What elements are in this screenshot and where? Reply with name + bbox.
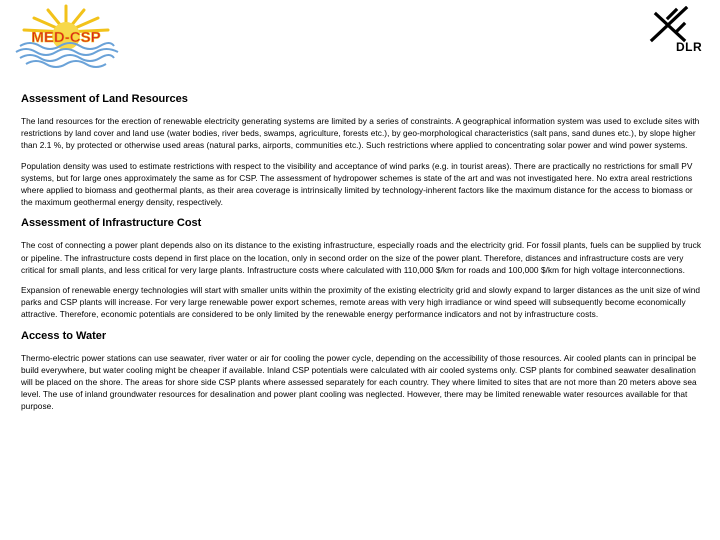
section-heading-infrastructure: Assessment of Infrastructure Cost (21, 217, 202, 230)
paragraph-infrastructure-2: Expansion of renewable energy technologies will start with smaller units within the proximity of the existing electricity grid and slowly expand to larger distances as the unit size of wind parks and CSP plants will increase. For very large renewable power export schemes, remote areas with very high irradiance or wind speed will subsequently become economically attractive. Therefore, economic potentials are considered to be only limited by the renewable energy performance indicators and not by infrastructure costs. (21, 285, 701, 320)
section-heading-water: Access to Water (21, 329, 107, 342)
paragraph-land-2: Population density was used to estimate restrictions with respect to the visibility and acceptance of wind parks (e.g. in tourist areas). There are practically no restrictions for small PV systems, but for large ones approximately the same as for CSP. The assessment of hydropower schemes is state of the art and was not investigated here. No extra areal restrictions where applied to biomass and geothermal plants, as their area coverage is intrinsically limited by technology-inherent factors like the maximum distance for the access to biomass or the maximum geothermal energy density, respectively. (21, 160, 693, 208)
paragraph-land-1: The land resources for the erection of renewable electricity generating systems are limited by a series of constraints. A geographical information system was used to exclude sites with restrictions by land cover and land use (water bodies, river beds, swamps, agriculture, forests etc.), by geo-morphological characteristics (salt pans, sand dunes etc.), by slope higher than 2.1 %, by protected or otherwise used areas (natural parks, airports, communities etc.). Such restrictions where applied to concentrating solar power and wind power systems. (21, 116, 700, 151)
document-body (21, 92, 705, 421)
section-heading-land: Assessment of Land Resources (21, 93, 188, 105)
logo-wordmark: MED-CSP (31, 29, 101, 46)
paragraph-water-1: Thermo-electric power stations can use seawater, river water or air for cooling the power cycle, depending on the accessibility of those resources. Air cooled plants can in principal be build everywhere, but water cooling might be cheaper if available. Inland CSP potentials were calculated with air cooled systems only. CSP plants for combined seawater desalination will be placed on the shore. The areas for shore side CSP plants where assessed separately for each country. They where limited to sites that are not more than 20 meters above sea level. The use of inland groundwater resources for desalination and power plant cooling was neglected. However, there may be limited renewable water resources available for that purpose. (21, 352, 697, 412)
med-csp-logo (6, 2, 126, 74)
dlr-wordmark: DLR (676, 40, 703, 54)
paragraph-infrastructure-1: The cost of connecting a power plant depends also on its distance to the existing infrastructure, especially roads and the electricity grid. For fossil plants, fuels can be supplied by truck or pipeline. The infrastructure costs depend in first place on the location, only in second order on the size of the power plant. Therefore, distances and infrastructure costs are very critical for small plants, and less critical for very large plants. Infrastructure costs where calculated with 110,000 $/km for roads and 100,000 $/km for high voltage interconnections. (21, 240, 702, 275)
